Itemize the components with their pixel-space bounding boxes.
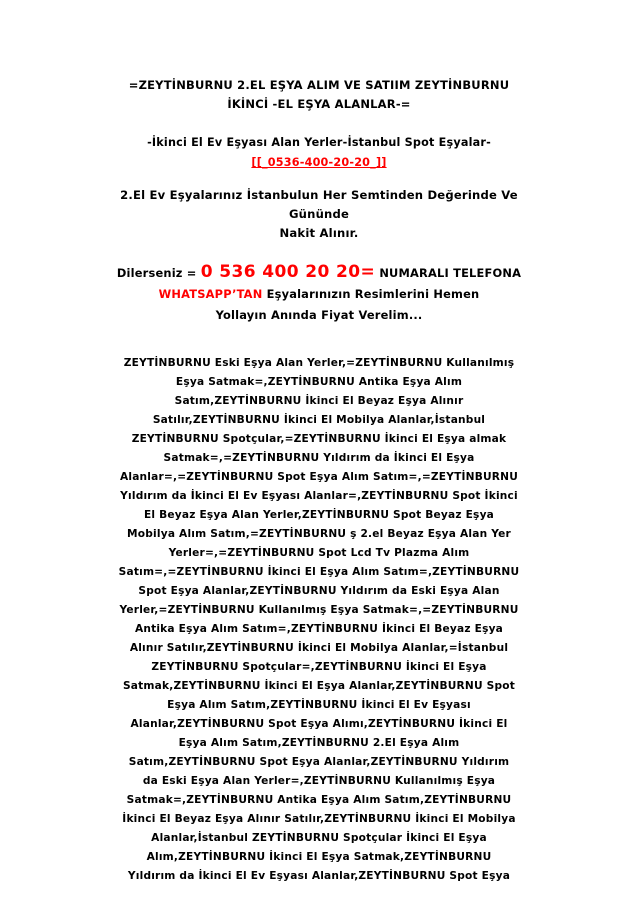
cash-line-3: Nakit Alınır. [279, 226, 359, 240]
document-title [66, 76, 572, 114]
subtitle-text: -İkinci El Ev Eşyası Alan Yerler-İstanbul Spot Eşyalar- [147, 136, 491, 149]
paragraph-line: Alanlar=,=ZEYTİNBURNU Spot Eşya Alım Satım=,=ZEYTİNBURNU [119, 471, 519, 483]
contact-line-3: Yollayın Anında Fiyat Verelim... [215, 308, 423, 322]
paragraph-line: da Eski Eşya Alan Yerler=,ZEYTİNBURNU Kullanılmış Eşya [142, 775, 496, 787]
paragraph-line: Spot Eşya Alanlar,ZEYTİNBURNU Yıldırım da Eski Eşya Alan [138, 585, 500, 597]
paragraph-line: ZEYTİNBURNU Spotçular,=ZEYTİNBURNU İkinci El Eşya almak [131, 433, 507, 445]
paragraph-line: Alınır Satılır,ZEYTİNBURNU İkinci El Mobilya Alanlar,=İstanbul [129, 642, 509, 654]
paragraph-line: Satmak,ZEYTİNBURNU İkinci El Eşya Alanlar,ZEYTİNBURNU Spot [122, 680, 516, 692]
whatsapp-label: WHATSAPP’TAN [158, 287, 263, 301]
paragraph-line: Alanlar,ZEYTİNBURNU Spot Eşya Alımı,ZEYTİNBURNU İkinci El [130, 718, 508, 730]
paragraph-line: Alanlar,İstanbul ZEYTİNBURNU Spotçular İkinci El Eşya [151, 832, 487, 844]
paragraph-line: ZEYTİNBURNU Eski Eşya Alan Yerler,=ZEYTİNBURNU Kullanılmış [123, 357, 515, 369]
contact-phone: 0 536 400 20 20= [200, 262, 376, 282]
title-line-1: =ZEYTİNBURNU 2.EL EŞYA ALIM VE SATIIM ZEYTİNBURNU [128, 78, 510, 92]
paragraph-line: Satım=,=ZEYTİNBURNU İkinci El Eşya Alım Satım=,ZEYTİNBURNU [118, 566, 520, 578]
paragraph-line: Yerler,=ZEYTİNBURNU Kullanılmış Eşya Satmak=,=ZEYTİNBURNU [119, 604, 519, 616]
paragraph-line: Yıldırım da İkinci El Ev Eşyası Alanlar=,ZEYTİNBURNU Spot İkinci [120, 490, 518, 502]
paragraph-line: El Beyaz Eşya Alan Yerler,ZEYTİNBURNU Spot Beyaz Eşya [143, 509, 495, 521]
phone-link[interactable]: [[_0536-400-20-20_]] [251, 156, 387, 169]
paragraph-line: Satılır,ZEYTİNBURNU İkinci El Mobilya Alanlar,İstanbul [152, 414, 486, 426]
paragraph-line: Alım,ZEYTİNBURNU İkinci El Eşya Satmak,ZEYTİNBURNU [146, 851, 492, 863]
contact-block [66, 262, 572, 326]
keyword-paragraph [60, 354, 578, 886]
paragraph-line: Yerler=,=ZEYTİNBURNU Spot Lcd Tv Plazma Alım [168, 547, 470, 559]
subtitle [66, 133, 572, 173]
paragraph-line: İkinci El Beyaz Eşya Alınır Satılır,ZEYTİNBURNU İkinci El Mobilya [122, 813, 516, 825]
paragraph-line: Eşya Alım Satım,ZEYTİNBURNU İkinci El Ev Eşyası [167, 699, 471, 711]
title-line-2: İKİNCİ -EL EŞYA ALANLAR-= [227, 97, 411, 111]
paragraph-line: Satım,ZEYTİNBURNU İkinci El Beyaz Eşya Alınır [174, 395, 464, 407]
cash-line-2: Gününde [288, 207, 350, 221]
cash-offer-text [66, 186, 572, 243]
contact-prefix: Dilerseniz = [116, 266, 201, 280]
paragraph-line: ZEYTİNBURNU Spotçular=,ZEYTİNBURNU İkinci El Eşya [151, 661, 487, 673]
paragraph-line: Eşya Alım Satım,ZEYTİNBURNU 2.El Eşya Alım [178, 737, 460, 749]
paragraph-line: Mobilya Alım Satım,=ZEYTİNBURNU ş 2.el Beyaz Eşya Alan Yer [127, 528, 511, 540]
paragraph-line: Satmak=,=ZEYTİNBURNU Yıldırım da İkinci El Eşya [163, 452, 475, 464]
paragraph-line: Yıldırım da İkinci El Ev Eşyası Alanlar,ZEYTİNBURNU Spot Eşya [127, 870, 511, 882]
cash-line-1: 2.El Ev Eşyalarınız İstanbulun Her Semtinden Değerinde Ve [120, 188, 518, 202]
paragraph-line: Satmak=,ZEYTİNBURNU Antika Eşya Alım Satım,ZEYTİNBURNU [126, 794, 512, 806]
contact-suffix: NUMARALI TELEFONA [379, 266, 522, 280]
contact-line-2: Eşyalarınızın Resimlerini Hemen [262, 287, 480, 301]
paragraph-line: Eşya Satmak=,ZEYTİNBURNU Antika Eşya Alım [175, 376, 463, 388]
paragraph-line: Satım,ZEYTİNBURNU Spot Eşya Alanlar,ZEYTİNBURNU Yıldırım [128, 756, 510, 768]
paragraph-line: Antika Eşya Alım Satım=,ZEYTİNBURNU İkinci El Beyaz Eşya [134, 623, 504, 635]
